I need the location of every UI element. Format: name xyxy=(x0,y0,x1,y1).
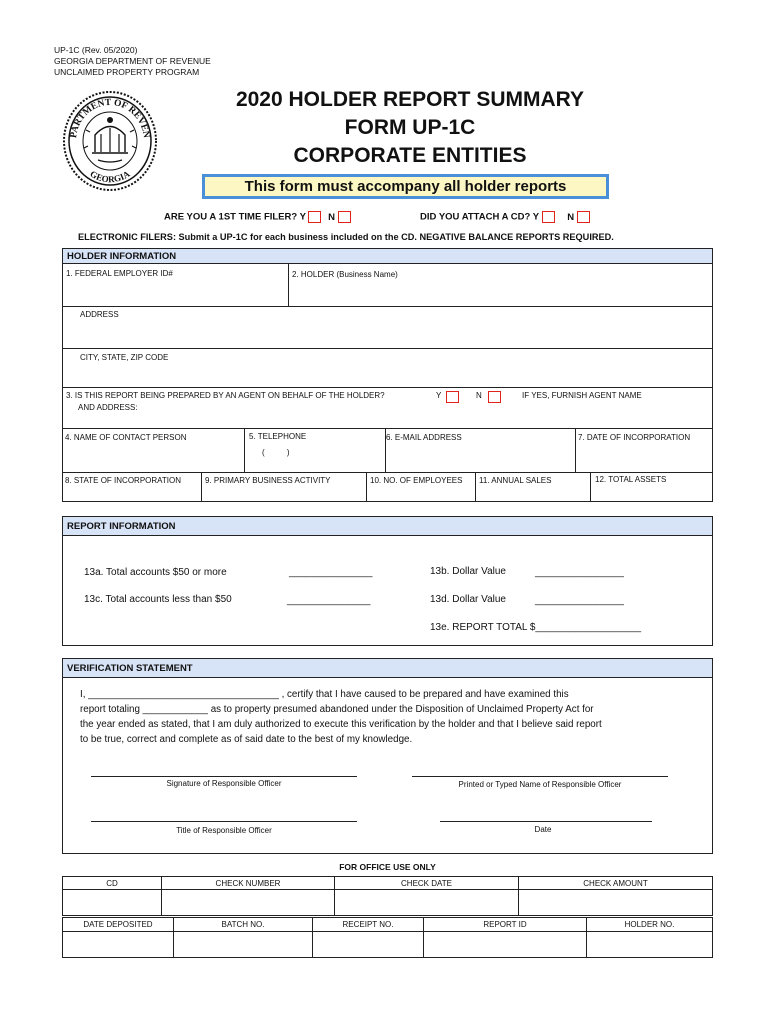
telephone-area-code[interactable]: ( ) xyxy=(262,448,290,457)
title-line-3: CORPORATE ENTITIES xyxy=(293,144,527,167)
first-time-no-label: N xyxy=(328,211,335,223)
report-id-header: REPORT ID xyxy=(424,918,587,932)
date-deposited-cell[interactable] xyxy=(63,932,174,958)
divider xyxy=(475,472,476,502)
batch-no-cell[interactable] xyxy=(174,932,313,958)
georgia-seal xyxy=(62,90,158,192)
date-line[interactable] xyxy=(440,821,652,822)
form-code: UP-1C (Rev. 05/2020) xyxy=(54,45,138,55)
seal-top-text: PARTMENT OF REVEN xyxy=(69,97,151,139)
printed-name-line[interactable] xyxy=(412,776,668,777)
fein-field[interactable] xyxy=(66,278,284,304)
agent-question-label: 3. IS THIS REPORT BEING PREPARED BY AN AGENT ON BEHALF OF THE HOLDER? xyxy=(66,391,385,400)
office-use-table-top xyxy=(62,876,713,916)
divider xyxy=(590,472,591,502)
title-line[interactable] xyxy=(91,821,357,822)
total-accounts-under-50-field[interactable]: _______________ xyxy=(287,595,371,606)
state-of-incorporation-label: 8. STATE OF INCORPORATION xyxy=(65,476,182,485)
divider xyxy=(62,472,713,473)
agent-no-checkbox[interactable] xyxy=(488,391,501,403)
agent-instruction: IF YES, FURNISH AGENT NAME xyxy=(522,391,642,400)
total-accounts-under-50-label: 13c. Total accounts less than $50 xyxy=(84,594,232,605)
holder-name-label: 2. HOLDER (Business Name) xyxy=(292,270,398,279)
dollar-value-b-label: 13b. Dollar Value xyxy=(430,566,506,577)
divider xyxy=(62,348,713,349)
agent-yes-checkbox[interactable] xyxy=(446,391,459,403)
holder-info-header: HOLDER INFORMATION xyxy=(62,248,713,264)
date-label: Date xyxy=(534,825,552,834)
agent-yes-label: Y xyxy=(436,391,442,400)
verification-line-1: I, ___________________________________ , certify that I have caused to be prepared and have examined this xyxy=(80,689,569,700)
batch-no-header: BATCH NO. xyxy=(174,918,313,932)
check-date-header: CHECK DATE xyxy=(335,877,519,890)
address-label: ADDRESS xyxy=(80,310,119,319)
first-time-label: ARE YOU A 1ST TIME FILER? Y xyxy=(164,211,306,223)
check-date-cell[interactable] xyxy=(335,890,519,916)
program-name: UNCLAIMED PROPERTY PROGRAM xyxy=(54,67,200,77)
first-time-yes-checkbox[interactable] xyxy=(308,211,321,223)
total-accounts-50-label: 13a. Total accounts $50 or more xyxy=(84,567,227,578)
title-line-1: 2020 HOLDER REPORT SUMMARY xyxy=(235,88,585,111)
verification-header: VERIFICATION STATEMENT xyxy=(62,658,713,678)
office-use-table-bottom xyxy=(62,917,713,958)
verification-statement xyxy=(80,687,700,747)
electronic-filers-note: ELECTRONIC FILERS: Submit a UP-1C for each business included on the CD. NEGATIVE BALANCE REPORTS REQUIRED. xyxy=(78,232,614,242)
office-use-title: FOR OFFICE USE ONLY xyxy=(339,862,436,872)
signature-label: Signature of Responsible Officer xyxy=(166,779,282,788)
attach-cd-no-label: N xyxy=(567,211,575,223)
form-title xyxy=(200,86,620,170)
check-number-cell[interactable] xyxy=(162,890,335,916)
address-field[interactable] xyxy=(80,320,700,346)
dollar-value-d-label: 13d. Dollar Value xyxy=(430,594,506,605)
city-state-zip-field[interactable] xyxy=(80,362,700,386)
holder-name-field[interactable] xyxy=(292,280,708,304)
agent-question xyxy=(66,391,385,400)
date-of-incorporation-label: 7. DATE OF INCORPORATION xyxy=(578,433,691,442)
date-deposited-header: DATE DEPOSITED xyxy=(63,918,174,932)
check-amount-cell[interactable] xyxy=(519,890,713,916)
dollar-value-d-field[interactable]: ________________ xyxy=(535,595,624,606)
divider xyxy=(288,264,289,306)
email-label: 6. E-MAIL ADDRESS xyxy=(386,433,462,442)
report-info-header: REPORT INFORMATION xyxy=(62,516,713,536)
instruction-banner: This form must accompany all holder reports xyxy=(202,174,609,199)
check-number-header: CHECK NUMBER xyxy=(162,877,335,890)
divider xyxy=(244,428,245,472)
check-amount-header: CHECK AMOUNT xyxy=(519,877,713,890)
title-label: Title of Responsible Officer xyxy=(176,826,272,835)
printed-name-label: Printed or Typed Name of Responsible Officer xyxy=(458,780,622,789)
business-activity-label: 9. PRIMARY BUSINESS ACTIVITY xyxy=(205,476,331,485)
agent-no-label: N xyxy=(476,391,482,400)
agent-address-label: AND ADDRESS: xyxy=(78,403,138,412)
divider xyxy=(366,472,367,502)
department-name: GEORGIA DEPARTMENT OF REVENUE xyxy=(54,56,211,66)
receipt-no-cell[interactable] xyxy=(313,932,424,958)
divider xyxy=(62,387,713,388)
total-assets-label: 12. TOTAL ASSETS xyxy=(595,475,667,484)
first-time-no-checkbox[interactable] xyxy=(338,211,351,223)
title-line-2: FORM UP-1C xyxy=(344,116,476,139)
attach-cd-label: DID YOU ATTACH A CD? Y xyxy=(420,211,539,223)
divider xyxy=(62,306,713,307)
divider xyxy=(575,428,576,472)
report-total-field[interactable]: 13e. REPORT TOTAL $___________________ xyxy=(430,622,642,633)
divider xyxy=(201,472,202,502)
receipt-no-header: RECEIPT NO. xyxy=(313,918,424,932)
dollar-value-b-field[interactable]: ________________ xyxy=(535,567,624,578)
contact-person-label: 4. NAME OF CONTACT PERSON xyxy=(65,433,187,442)
first-time-filer-question xyxy=(164,211,351,223)
total-accounts-50-field[interactable]: _______________ xyxy=(289,567,373,578)
attach-cd-no-checkbox[interactable] xyxy=(577,211,590,223)
signature-line[interactable] xyxy=(91,776,357,777)
cd-cell[interactable] xyxy=(63,890,162,916)
cd-header: CD xyxy=(63,877,162,890)
verification-line-2: report totaling ____________ as to property presumed abandoned under the Disposition of Unclaimed Property Act for xyxy=(80,704,594,715)
employees-label: 10. NO. OF EMPLOYEES xyxy=(370,476,463,485)
attach-cd-yes-checkbox[interactable] xyxy=(542,211,555,223)
verification-line-4: to be true, correct and complete as of said date to the best of my knowledge. xyxy=(80,734,413,745)
fein-label: 1. FEDERAL EMPLOYER ID# xyxy=(66,269,173,278)
divider xyxy=(62,428,713,429)
city-state-zip-label: CITY, STATE, ZIP CODE xyxy=(80,353,169,362)
report-id-cell[interactable] xyxy=(424,932,587,958)
verification-line-3: the year ended as stated, that I am duly authorized to execute this verification by the holder and that I believe said report xyxy=(80,719,602,730)
seal-bottom-text: GEORGIA xyxy=(88,168,132,185)
attach-cd-question xyxy=(420,211,590,223)
holder-no-cell[interactable] xyxy=(587,932,713,958)
annual-sales-label: 11. ANNUAL SALES xyxy=(479,476,552,485)
holder-no-header: HOLDER NO. xyxy=(587,918,713,932)
telephone-label: 5. TELEPHONE xyxy=(249,432,307,441)
form-header-info xyxy=(54,45,211,78)
